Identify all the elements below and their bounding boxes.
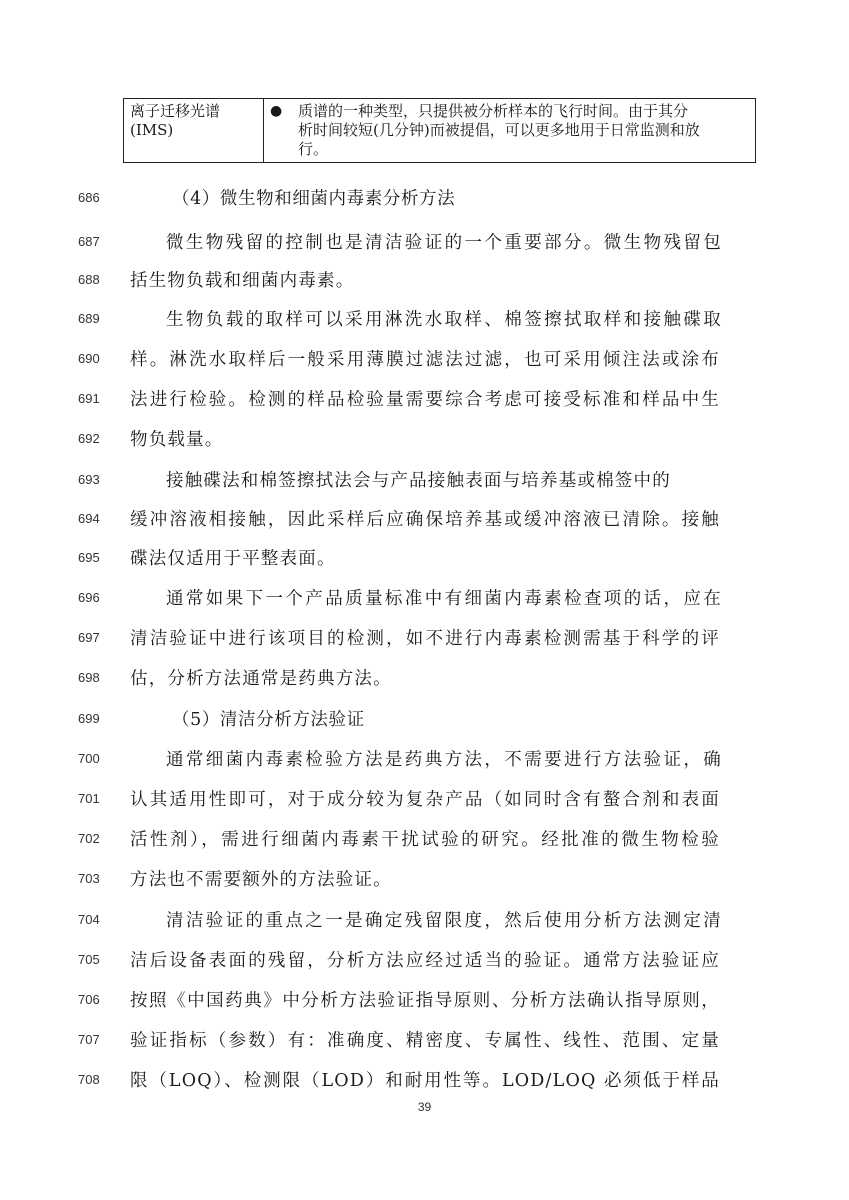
text-line: 按照《中国药典》中分析方法验证指导原则、分析方法确认指导原则， [130, 991, 720, 1011]
text-line: 认其适用性即可，对于成分较为复杂产品（如同时含有螯合剂和表面 [130, 790, 720, 810]
line-number: 702 [78, 831, 100, 846]
desc-line3: 行。 [298, 140, 329, 158]
line-number: 707 [78, 1032, 100, 1047]
line-number: 708 [78, 1072, 100, 1087]
line-number: 693 [78, 472, 100, 487]
line-number: 692 [78, 431, 100, 446]
text-line: 缓冲溶液相接触，因此采样后应确保培养基或缓冲溶液已清除。接触 [130, 510, 720, 530]
line-number: 688 [78, 272, 100, 287]
page-number: 39 [417, 1100, 432, 1114]
line-number: 691 [78, 391, 100, 406]
method-name-line1: 离子迁移光谱 [130, 102, 221, 120]
line-number: 699 [78, 711, 100, 726]
text-line: 法进行检验。检测的样品检验量需要综合考虑可接受标准和样品中生 [130, 390, 720, 410]
text-line: 样。淋洗水取样后一般采用薄膜过滤法过滤，也可采用倾注法或涂布 [130, 350, 720, 370]
text-line: 括生物负载和细菌内毒素。 [130, 271, 355, 291]
text-line: 洁后设备表面的残留，分析方法应经过适当的验证。通常方法验证应 [130, 951, 720, 971]
method-desc-cell [264, 99, 756, 163]
line-number: 696 [78, 590, 100, 605]
method-name-line2: (IMS) [130, 121, 174, 139]
desc-line2: 析时间较短(几分钟)而被提倡，可以更多地用于日常监测和放 [298, 121, 700, 139]
line-number: 695 [78, 550, 100, 565]
line-number: 701 [78, 791, 100, 806]
text-line: 生物负载的取样可以采用淋洗水取样、棉签擦拭取样和接触碟取 [166, 310, 722, 330]
text-line: 限（LOQ）、检测限（LOD）和耐用性等。LOD/LOQ 必须低于样品 [130, 1071, 720, 1091]
line-number: 690 [78, 351, 100, 366]
text-line: 估，分析方法通常是药典方法。 [130, 669, 392, 689]
text-line: 验证指标（参数）有：准确度、精密度、专属性、线性、范围、定量 [130, 1031, 720, 1051]
method-table [123, 98, 756, 163]
text-line: 活性剂），需进行细菌内毒素干扰试验的研究。经批准的微生物检验 [130, 830, 720, 850]
section-heading: （4）微生物和细菌内毒素分析方法 [172, 189, 456, 209]
line-number: 700 [78, 751, 100, 766]
bullet-icon: ● [270, 103, 283, 119]
text-line: 微生物残留的控制也是清洁验证的一个重要部分。微生物残留包 [166, 233, 722, 253]
text-line: 碟法仅适用于平整表面。 [130, 549, 336, 569]
text-line: 清洁验证的重点之一是确定残留限度，然后使用分析方法测定清 [166, 911, 722, 931]
line-number: 697 [78, 630, 100, 645]
text-line: 通常如果下一个产品质量标准中有细菌内毒素检查项的话，应在 [166, 589, 722, 609]
desc-line1: 质谱的一种类型，只提供被分析样本的飞行时间。由于其分 [298, 102, 689, 120]
text-line: 接触碟法和棉签擦拭法会与产品接触表面与培养基或棉签中的 [166, 471, 671, 491]
section-heading: （5）清洁分析方法验证 [172, 710, 365, 730]
text-line: 方法也不需要额外的方法验证。 [130, 870, 392, 890]
line-number: 689 [78, 311, 100, 326]
line-number: 705 [78, 952, 100, 967]
table-row [124, 99, 756, 163]
text-line: 通常细菌内毒素检验方法是药典方法，不需要进行方法验证，确 [166, 750, 722, 770]
line-number: 687 [78, 234, 100, 249]
line-number: 686 [78, 190, 100, 205]
text-line: 清洁验证中进行该项目的检测，如不进行内毒素检测需基于科学的评 [130, 629, 720, 649]
method-name-cell [124, 99, 264, 163]
line-number: 694 [78, 511, 100, 526]
line-number: 698 [78, 670, 100, 685]
line-number: 704 [78, 912, 100, 927]
text-line: 物负载量。 [130, 430, 224, 450]
line-number: 706 [78, 992, 100, 1007]
line-number: 703 [78, 871, 100, 886]
